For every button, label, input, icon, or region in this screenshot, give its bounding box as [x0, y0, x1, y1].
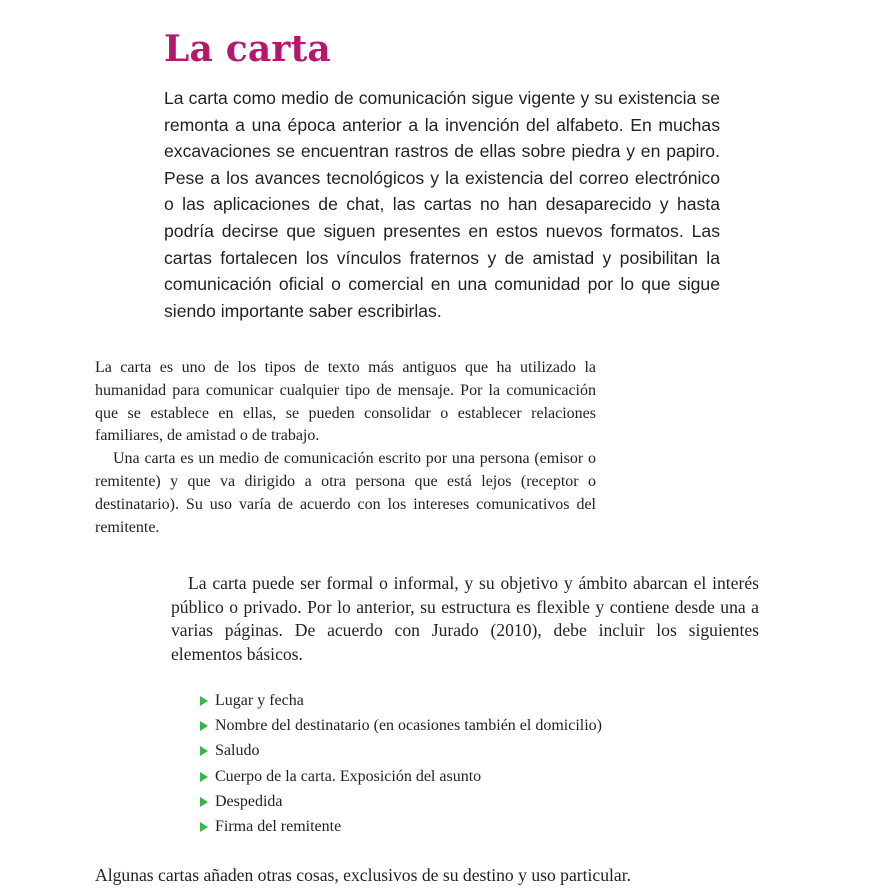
bullet-arrow-icon	[200, 797, 208, 807]
list-item	[200, 764, 602, 789]
list-item	[200, 713, 602, 738]
list-item-label: Nombre del destinatario (en ocasiones también el domicilio)	[215, 717, 602, 735]
elements-list	[200, 688, 602, 839]
list-item-label: Lugar y fecha	[215, 692, 304, 709]
list-item-label: Cuerpo de la carta. Exposición del asunto	[215, 767, 482, 785]
bullet-arrow-icon	[200, 721, 208, 731]
bullet-arrow-icon	[200, 696, 208, 706]
page-title: La carta	[164, 28, 331, 70]
body-paragraph-2: Una carta es un medio de comunicación escrito por una persona (emisor o remitente) y que va dirigido a otra persona que está lejos (receptor o destinatario). Su uso varía de acuerdo con los intereses comunicativos del remitente.	[95, 450, 596, 536]
body-paragraph-1: La carta es uno de los tipos de texto más antiguos que ha utilizado la humanidad para comunicar cualquier tipo de mensaje. Por la comunicación que se establece en ellas, se pueden consolidar o establecer relaciones familiares, de amistad o de trabajo.	[95, 359, 596, 445]
list-item	[200, 789, 602, 814]
list-item	[200, 738, 602, 763]
list-item-label: Firma del remitente	[215, 817, 342, 835]
closing-sentence: Algunas cartas añaden otras cosas, exclusivos de su destino y uso particular.	[95, 865, 631, 885]
bullet-arrow-icon	[200, 822, 208, 832]
intro-paragraph: La carta como medio de comunicación sigue vigente y su existencia se remonta a una época anterior a la invención del alfabeto. En muchas excavaciones se encuentran rastros de ellas sobre piedra y en papiro. Pese a los avances tecnológicos y la existencia del correo electrónico o las aplicaciones de chat, las cartas no han desaparecido y hasta podría decirse que siguen presentes en estos nuevos formatos. Las cartas fortalecen los vínculos fraternos y de amistad y posibilitan la comunicación oficial o comercial en una comunidad por lo que sigue siendo importante saber escribirlas.	[164, 88, 720, 321]
bullet-arrow-icon	[200, 746, 208, 756]
formal-paragraph: La carta puede ser formal o informal, y su objetivo y ámbito abarcan el interés público o privado. Por lo anterior, su estructura es flexible y contiene desde una a varias páginas. De acuerdo con Jurado (2010), debe incluir los siguientes elementos básicos.	[171, 573, 759, 664]
list-item	[200, 688, 602, 713]
list-item-label: Despedida	[215, 792, 283, 810]
body-section	[95, 357, 596, 539]
list-item	[200, 814, 602, 839]
bullet-arrow-icon	[200, 772, 208, 782]
list-item-label: Saludo	[215, 742, 260, 760]
